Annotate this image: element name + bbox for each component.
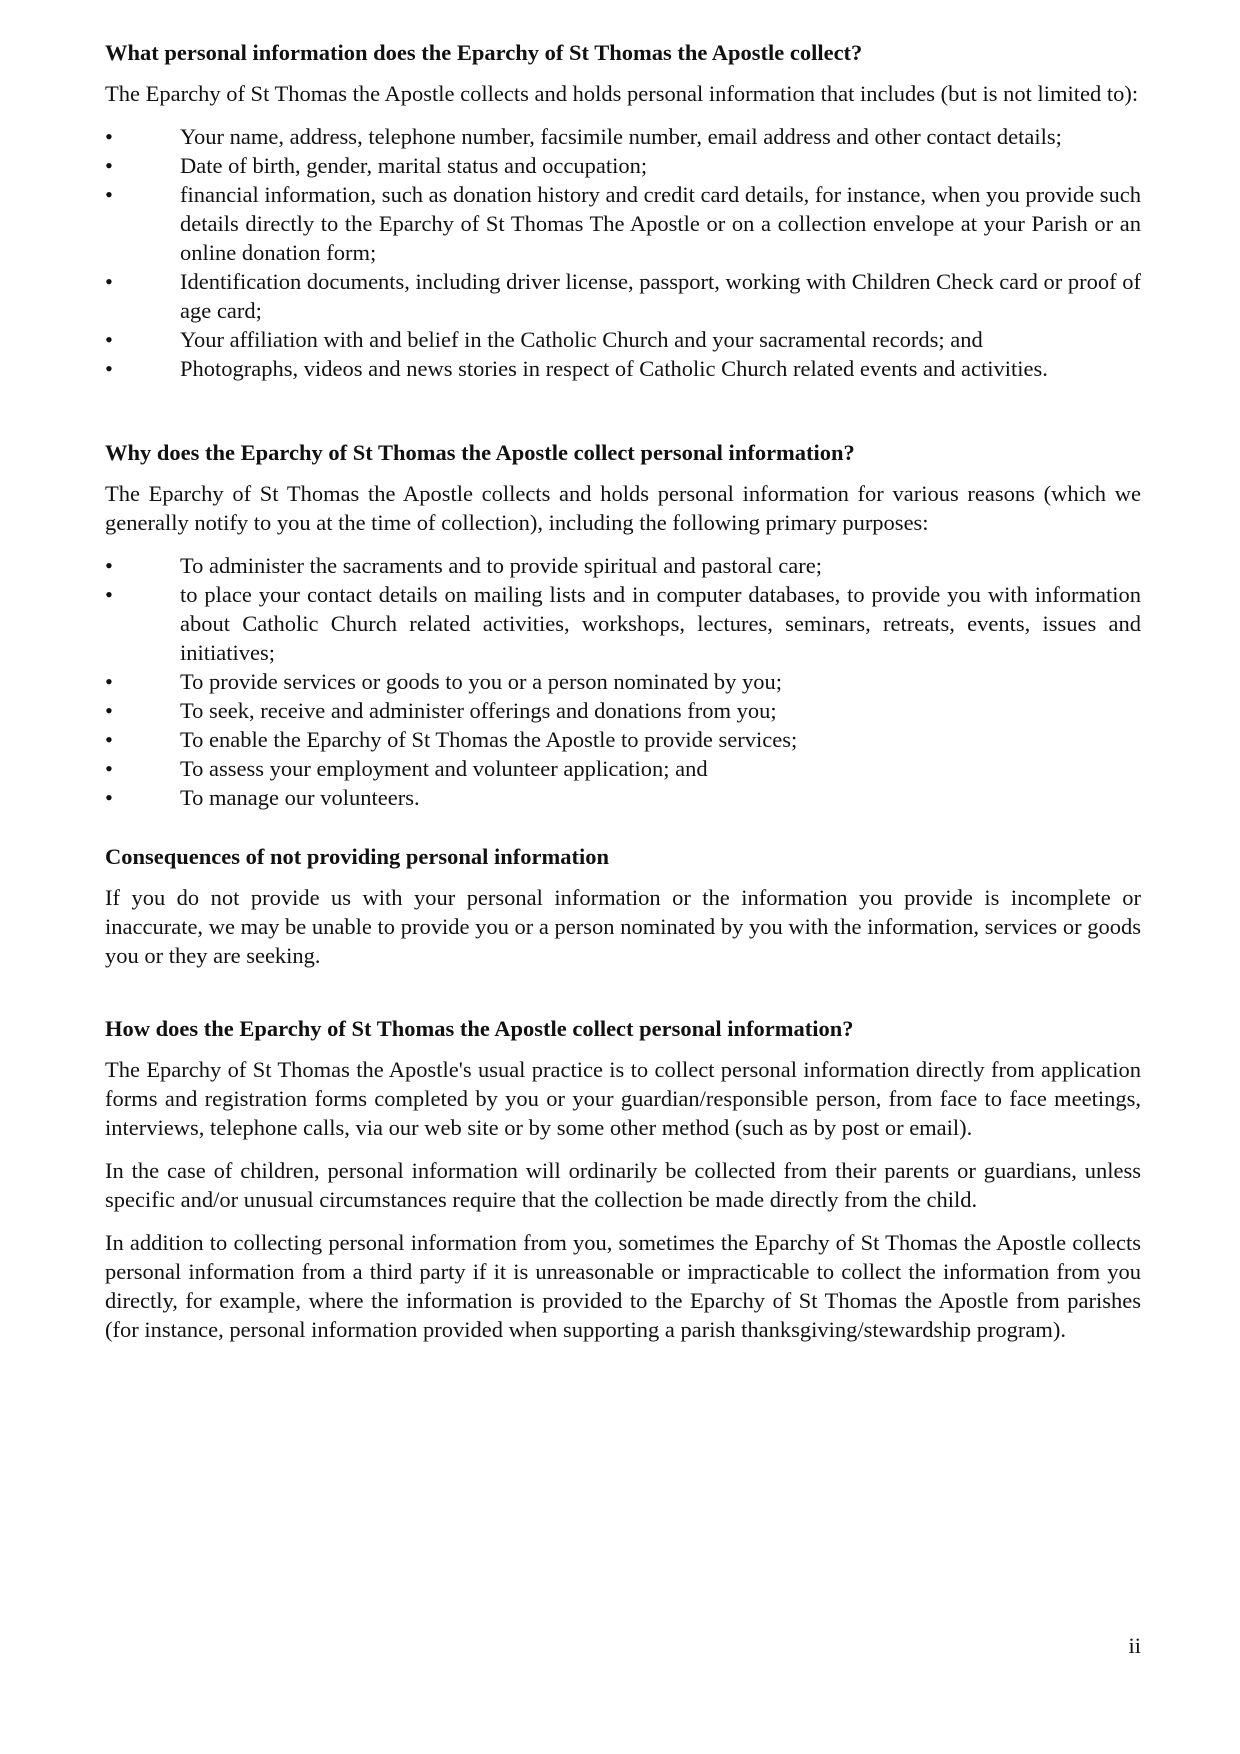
spacer	[105, 383, 1141, 438]
list-item	[105, 354, 1141, 383]
bullet-icon: •	[105, 582, 113, 607]
page-number: ii	[1128, 1633, 1141, 1658]
list-item	[105, 151, 1141, 180]
list-item-text: Identification documents, including driver license, passport, working with Children Check card or proof of age card;	[180, 269, 1142, 323]
section-heading: Consequences of not providing personal information	[105, 844, 610, 869]
paragraph: The Eparchy of St Thomas the Apostle collects and holds personal information for various reasons (which we generally notify to you at the time of collection), including the following primary purposes:	[105, 481, 1141, 535]
paragraph: In the case of children, personal information will ordinarily be collected from their parents or guardians, unless specific and/or unusual circumstances require that the collection be made directly from the child.	[105, 1158, 1141, 1212]
bullet-icon: •	[105, 727, 113, 752]
list-item-text: To manage our volunteers.	[180, 785, 420, 810]
list-item-text: To administer the sacraments and to provide spiritual and pastoral care;	[180, 553, 822, 578]
bullet-icon: •	[105, 698, 113, 723]
list-item-text: to place your contact details on mailing lists and in computer databases, to provide you with information about Catholic Church related activities, workshops, lectures, seminars, retreats, events, issues and initiatives;	[180, 582, 1141, 665]
list-item	[105, 754, 1141, 783]
bullet-icon: •	[105, 182, 113, 207]
list-item	[105, 180, 1141, 267]
paragraph: The Eparchy of St Thomas the Apostle collects and holds personal information that includes (but is not limited to):	[105, 81, 1139, 106]
list-item	[105, 325, 1141, 354]
list-item-text: To enable the Eparchy of St Thomas the Apostle to provide services;	[180, 727, 798, 752]
list-item	[105, 551, 1141, 580]
section-why-collected	[105, 438, 1141, 812]
list-item-text: To assess your employment and volunteer application; and	[180, 756, 708, 781]
bullet-icon: •	[105, 124, 113, 149]
list-item-text: Photographs, videos and news stories in respect of Catholic Church related events and activities.	[180, 356, 1048, 381]
list-item	[105, 667, 1141, 696]
section-heading: Why does the Eparchy of St Thomas the Apostle collect personal information?	[105, 440, 855, 465]
bullet-icon: •	[105, 356, 113, 381]
bullet-list	[105, 122, 1141, 383]
bullet-icon: •	[105, 269, 113, 294]
list-item-text: To provide services or goods to you or a person nominated by you;	[180, 669, 783, 694]
list-item-text: To seek, receive and administer offerings and donations from you;	[180, 698, 777, 723]
bullet-icon: •	[105, 785, 113, 810]
bullet-icon: •	[105, 756, 113, 781]
list-item-text: financial information, such as donation history and credit card details, for instance, when you provide such details directly to the Eparchy of St Thomas The Apostle or on a collection envelope at your Parish or an online donation form;	[180, 182, 1141, 265]
list-item	[105, 696, 1141, 725]
paragraph: In addition to collecting personal information from you, sometimes the Eparchy of St Thomas the Apostle collects personal information from a third party if it is unreasonable or impracticable to collect the information from you directly, for example, where the information is provided to the Eparchy of St Thomas the Apostle from parishes (for instance, personal information provided when supporting a parish thanksgiving/stewardship program).	[105, 1230, 1141, 1342]
paragraph: The Eparchy of St Thomas the Apostle's usual practice is to collect personal information directly from application forms and registration forms completed by you or your guardian/responsible person, from face to face meetings, interviews, telephone calls, via our web site or by some other method (such as by post or email).	[105, 1057, 1141, 1140]
list-item	[105, 122, 1141, 151]
list-item-text: Your affiliation with and belief in the Catholic Church and your sacramental records; and	[180, 327, 983, 352]
spacer	[105, 812, 1141, 842]
list-item-text: Date of birth, gender, marital status and occupation;	[180, 153, 648, 178]
spacer	[105, 984, 1141, 1014]
bullet-icon: •	[105, 553, 113, 578]
document-page	[105, 38, 1141, 1358]
list-item	[105, 580, 1141, 667]
bullet-icon: •	[105, 327, 113, 352]
bullet-icon: •	[105, 153, 113, 178]
bullet-list	[105, 551, 1141, 812]
list-item	[105, 725, 1141, 754]
section-what-collected	[105, 38, 1141, 383]
bullet-icon: •	[105, 669, 113, 694]
list-item	[105, 783, 1141, 812]
section-heading: How does the Eparchy of St Thomas the Apostle collect personal information?	[105, 1016, 854, 1041]
list-item	[105, 267, 1141, 325]
section-consequences	[105, 842, 1141, 970]
section-heading: What personal information does the Eparchy of St Thomas the Apostle collect?	[105, 40, 863, 65]
list-item-text: Your name, address, telephone number, facsimile number, email address and other contact details;	[180, 124, 1062, 149]
section-how-collected	[105, 1014, 1141, 1344]
paragraph: If you do not provide us with your personal information or the information you provide is incomplete or inaccurate, we may be unable to provide you or a person nominated by you with the information, services or goods you or they are seeking.	[105, 885, 1141, 968]
